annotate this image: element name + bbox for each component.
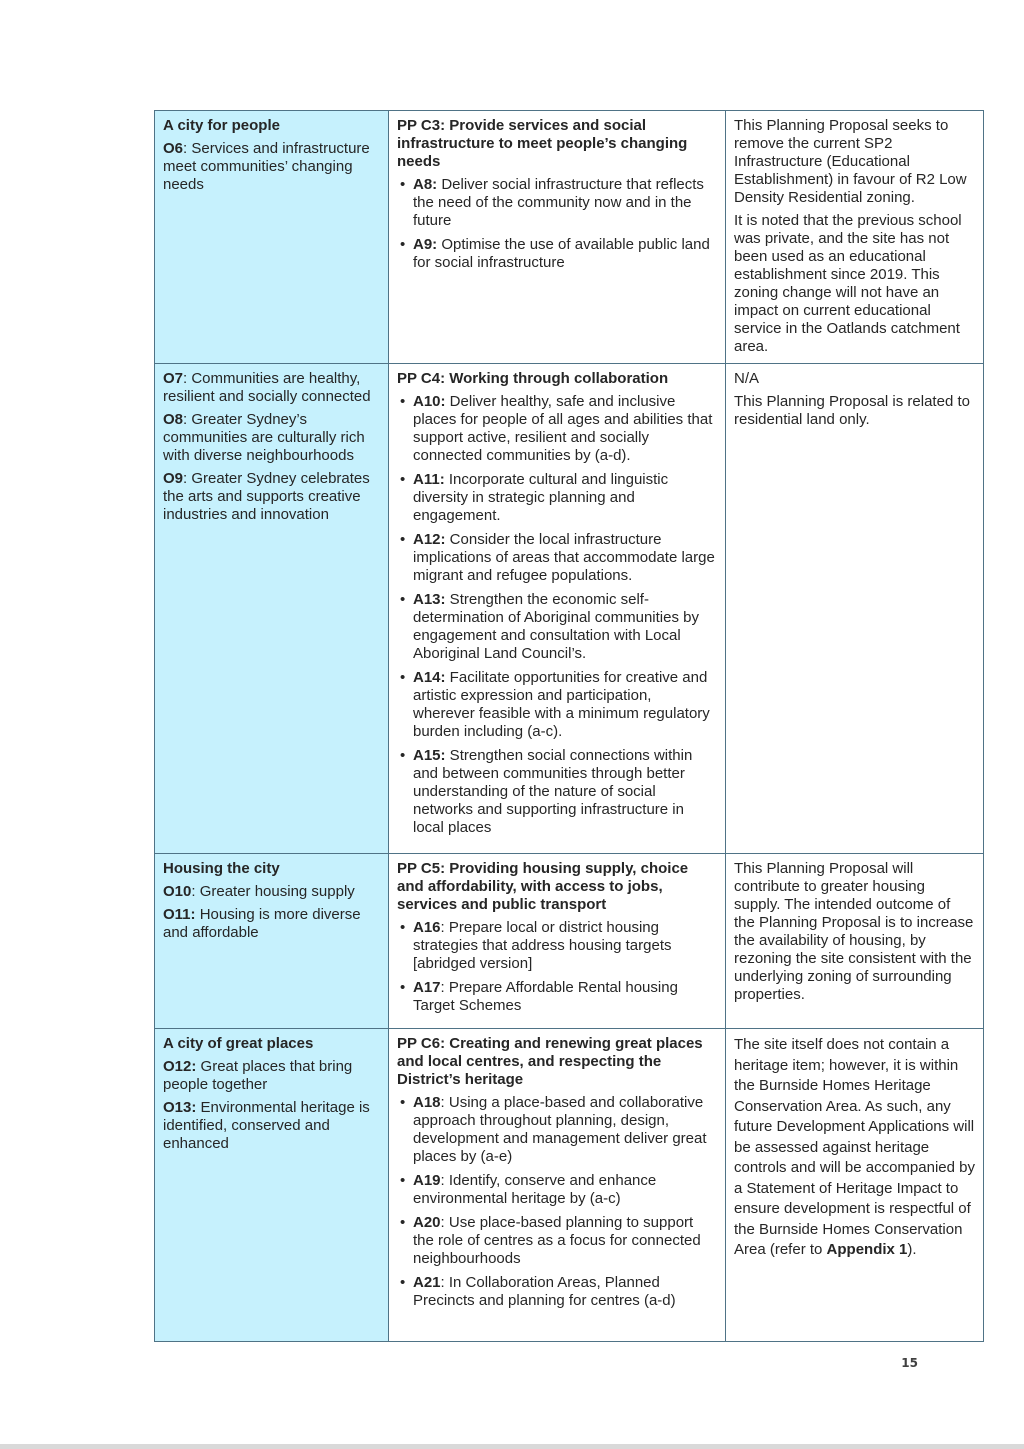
action-text: Optimise the use of available public land for social infrastructure xyxy=(413,236,710,271)
table-row xyxy=(155,1029,984,1342)
action-item xyxy=(397,919,717,973)
objective-item xyxy=(163,140,380,194)
action-code: A12: xyxy=(413,531,446,548)
action-code: A17 xyxy=(413,979,441,996)
objective-text: Housing is more diverse and affordable xyxy=(163,906,361,941)
objective-code: O8 xyxy=(163,411,184,428)
bullet-icon: • xyxy=(400,1214,406,1231)
bullet-icon: • xyxy=(400,1172,406,1189)
theme-heading: A city for people xyxy=(163,117,280,134)
appendix-reference: Appendix 1 xyxy=(826,1241,908,1258)
objective-text: Environmental heritage is identified, conserved and enhanced xyxy=(163,1099,370,1152)
objective-text: : Greater Sydney’s communities are culturally rich with diverse neighbourhoods xyxy=(163,411,365,464)
action-code: A9: xyxy=(413,236,438,253)
objective-item xyxy=(163,1099,380,1153)
action-text: : Identify, conserve and enhance environmental heritage by (a-c) xyxy=(413,1172,657,1207)
response-text-end: ). xyxy=(907,1241,917,1258)
action-code: A19 xyxy=(413,1172,441,1189)
objective-item xyxy=(163,906,380,942)
action-text: Strengthen the economic self-determination of Aboriginal communities by engagement and consultation with Local Aboriginal Land Council’s. xyxy=(413,591,699,662)
action-code: A20 xyxy=(413,1214,441,1231)
action-text: : In Collaboration Areas, Planned Precincts and planning for centres (a-d) xyxy=(413,1274,676,1309)
action-item xyxy=(397,1274,717,1310)
response-cell xyxy=(726,364,984,854)
action-code: A15: xyxy=(413,747,446,764)
objective-code: O7 xyxy=(163,370,184,387)
bullet-icon: • xyxy=(400,1274,406,1291)
objective-item xyxy=(163,883,380,901)
bullet-icon: • xyxy=(400,1094,406,1111)
action-code: A10: xyxy=(413,393,446,410)
objective-code: O9 xyxy=(163,470,184,487)
priority-cell xyxy=(389,1029,726,1342)
objective-cell xyxy=(155,364,389,854)
bullet-icon: • xyxy=(400,747,406,764)
objective-code: O10 xyxy=(163,883,192,900)
action-item xyxy=(397,471,717,525)
objective-cell xyxy=(155,854,389,1029)
action-item xyxy=(397,1172,717,1208)
action-text: : Use place-based planning to support the role of centres as a focus for connected neighbourhoods xyxy=(413,1214,701,1267)
priority-cell xyxy=(389,364,726,854)
objective-code: O13: xyxy=(163,1099,197,1116)
action-text: : Prepare local or district housing strategies that address housing targets [abridged version] xyxy=(413,919,672,972)
bullet-icon: • xyxy=(400,591,406,608)
action-text: Deliver social infrastructure that reflects the need of the community now and in the future xyxy=(413,176,704,229)
action-code: A16 xyxy=(413,919,441,936)
objective-item xyxy=(163,1058,380,1094)
response-paragraph: It is noted that the previous school was private, and the site has not been used as an educational establishment since 2019. This zoning change will not have an impact on current educational service in the Oatlands catchment area. xyxy=(734,212,962,355)
priority-cell xyxy=(389,111,726,364)
page-bottom-divider xyxy=(0,1444,1024,1449)
action-text: Strengthen social connections within and between communities through better understanding of the nature of social networks and supporting infrastructure in local places xyxy=(413,747,693,836)
action-code: A14: xyxy=(413,669,446,686)
action-text: : Prepare Affordable Rental housing Target Schemes xyxy=(413,979,678,1014)
action-list xyxy=(397,393,717,837)
action-item xyxy=(397,393,717,465)
theme-heading: Housing the city xyxy=(163,860,280,877)
action-list xyxy=(397,176,717,272)
bullet-icon: • xyxy=(400,669,406,686)
bullet-icon: • xyxy=(400,236,406,253)
bullet-icon: • xyxy=(400,176,406,193)
action-list xyxy=(397,1094,717,1310)
priority-heading: PP C4: Working through collaboration xyxy=(397,370,669,387)
response-paragraph: N/A xyxy=(734,370,760,387)
action-list xyxy=(397,919,717,1015)
action-text: Consider the local infrastructure implications of areas that accommodate large migrant and refugee populations. xyxy=(413,531,715,584)
strategy-alignment-table xyxy=(154,110,984,1342)
table-row xyxy=(155,364,984,854)
action-item xyxy=(397,1214,717,1268)
bullet-icon: • xyxy=(400,393,406,410)
action-code: A18 xyxy=(413,1094,441,1111)
objective-item xyxy=(163,470,380,524)
action-text: Incorporate cultural and linguistic diversity in strategic planning and engagement. xyxy=(413,471,669,524)
bullet-icon: • xyxy=(400,979,406,996)
objective-code: O12: xyxy=(163,1058,197,1075)
objective-text: : Greater housing supply xyxy=(191,883,355,900)
bullet-icon: • xyxy=(400,919,406,936)
table-row xyxy=(155,854,984,1029)
action-item xyxy=(397,979,717,1015)
priority-heading: PP C3: Provide services and social infrastructure to meet people’s changing needs xyxy=(397,117,688,170)
action-item xyxy=(397,669,717,741)
objective-text: : Communities are healthy, resilient and socially connected xyxy=(163,370,371,405)
priority-heading: PP C5: Providing housing supply, choice and affordability, with access to jobs, services and public transport xyxy=(397,860,689,913)
action-code: A8: xyxy=(413,176,438,193)
objective-text: : Services and infrastructure meet communities’ changing needs xyxy=(163,140,370,193)
objective-text: : Greater Sydney celebrates the arts and supports creative industries and innovation xyxy=(163,470,370,523)
objective-cell xyxy=(155,111,389,364)
action-item xyxy=(397,236,717,272)
action-item xyxy=(397,591,717,663)
priority-heading: PP C6: Creating and renewing great places and local centres, and respecting the District’s heritage xyxy=(397,1035,703,1088)
action-item xyxy=(397,747,717,837)
objective-text: Great places that bring people together xyxy=(163,1058,353,1093)
table-row xyxy=(155,111,984,364)
page-number: 15 xyxy=(901,1356,918,1370)
objective-code: O11: xyxy=(163,906,196,923)
action-text: : Using a place-based and collaborative approach throughout planning, design, development and management deliver great places by (a-e) xyxy=(413,1094,707,1165)
bullet-icon: • xyxy=(400,531,406,548)
action-text: Deliver healthy, safe and inclusive places for people of all ages and abilities that support active, resilient and socially connected communities by (a-d). xyxy=(413,393,713,464)
bullet-icon: • xyxy=(400,471,406,488)
action-item xyxy=(397,176,717,230)
response-cell xyxy=(726,111,984,364)
response-paragraph: This Planning Proposal seeks to remove the current SP2 Infrastructure (Educational Establishment) in favour of R2 Low Density Residential zoning. xyxy=(734,117,967,206)
objective-item xyxy=(163,370,380,406)
action-item xyxy=(397,1094,717,1166)
action-code: A21 xyxy=(413,1274,441,1291)
response-paragraph: This Planning Proposal is related to residential land only. xyxy=(734,393,970,428)
priority-cell xyxy=(389,854,726,1029)
action-text: Facilitate opportunities for creative and artistic expression and participation, wherever feasible with a minimum regulatory burden including (a-c). xyxy=(413,669,710,740)
objective-code: O6 xyxy=(163,140,184,157)
objective-item xyxy=(163,411,380,465)
response-paragraph: This Planning Proposal will contribute to greater housing supply. The intended outcome of the Planning Proposal is to increase the availability of housing, by rezoning the site consistent with the underlying zoning of surrounding properties. xyxy=(734,860,974,1003)
action-code: A13: xyxy=(413,591,446,608)
response-text: The site itself does not contain a heritage item; however, it is within the Burnside Homes Heritage Conservation Area. As such, any future Development Applications will be assessed against heritage controls and will be accompanied by a Statement of Heritage Impact to ensure development is respectful of the Burnside Homes Conservation Area (refer to xyxy=(734,1036,975,1258)
response-cell xyxy=(726,854,984,1029)
theme-heading: A city of great places xyxy=(163,1035,314,1052)
response-cell xyxy=(726,1029,984,1342)
response-paragraph xyxy=(734,1035,975,1261)
action-item xyxy=(397,531,717,585)
objective-cell xyxy=(155,1029,389,1342)
action-code: A11: xyxy=(413,471,445,488)
